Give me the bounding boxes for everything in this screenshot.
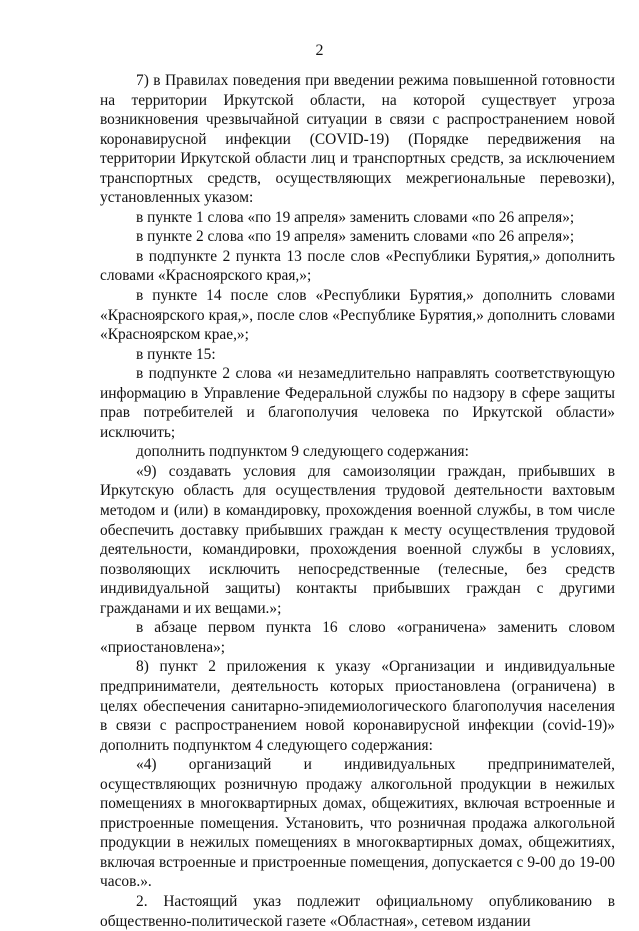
document-body: [100, 71, 615, 931]
paragraph-add-subpoint-9: дополнить подпунктом 9 следующего содержания:: [136, 443, 469, 461]
paragraph-point-14: в пункте 14 после слов «Республики Бурятия,» дополнить словами «Красноярского края,», после слов «Республике Бурятия,» дополнить словами «Красноярском крае,»;: [100, 287, 615, 344]
paragraph-item-7: 7) в Правилах поведения при введении режима повышенной готовности на территории Иркутской области, на которой существует угроза возникновения чрезвычайной ситуации в связи с распространением новой коронавирусной инфекции (COVID-19) (Порядке передвижения на территории Иркутской области лиц и транспортных средств, за исключением транспортных средств, осуществляющих межрегиональные перевозки), установленных указом:: [100, 72, 615, 207]
page-number: 2: [315, 42, 324, 59]
paragraph-point-13: в подпункте 2 пункта 13 после слов «Республики Бурятия,» дополнить словами «Красноярского края,»;: [100, 247, 615, 285]
paragraph-subpoint-4-text: «4) организаций и индивидуальных предпринимателей, осуществляющих розничную продажу алкогольной продукции в нежилых помещениях в многоквартирных домах, общежитиях, включая встроенные и пристроенные помещения. Установить, что розничная продажа алкогольной продукции в нежилых помещениях в многоквартирных домах, общежитиях, включая встроенные и пристроенные помещения, допускается с 9-00 до 19-00 часов.».: [100, 756, 615, 891]
paragraph-subpoint-2: в подпункте 2 слова «и незамедлительно направлять соответствующую информацию в Управление Федеральной службы по надзору в сфере защиты прав потребителей и благополучия человека по Иркутской области» исключить;: [100, 365, 615, 441]
paragraph-point-16: в абзаце первом пункта 16 слово «ограничена» заменить словом «приостановлена»;: [100, 619, 615, 656]
paragraph-point-2: в пункте 2 слова «по 19 апреля» заменить словами «по 26 апреля»;: [136, 228, 575, 246]
paragraph-point-15: в пункте 15:: [136, 345, 216, 363]
paragraph-subpoint-9-text: «9) создавать условия для самоизоляции граждан, прибывших в Иркутскую область для осуществления трудовой деятельности вахтовым методом и (или) в командировку, прохождения военной службы, в том числе обеспечить доставку прибывших граждан к месту осуществления трудовой деятельности, командировки, прохождения военной службы в условиях, позволяющих исключить непосредственные (телесные, без средств индивидуальной защиты) контакты прибывших граждан с другими гражданами и их вещами.»;: [100, 462, 615, 617]
paragraph-section-2: 2. Настоящий указ подлежит официальному опубликованию в общественно-политической газете «Областная», сетевом издании: [100, 892, 615, 930]
paragraph-point-1: в пункте 1 слова «по 19 апреля» заменить словами «по 26 апреля»;: [136, 208, 575, 226]
paragraph-item-8: 8) пункт 2 приложения к указу «Организации и индивидуальные предприниматели, деятельность которых приостановлена (ограничена) в целях обеспечения санитарно-эпидемиологического благополучия населения в связи с распространением новой коронавирусной инфекции (covid-19)» дополнить подпунктом 4 следующего содержания:: [100, 658, 615, 754]
